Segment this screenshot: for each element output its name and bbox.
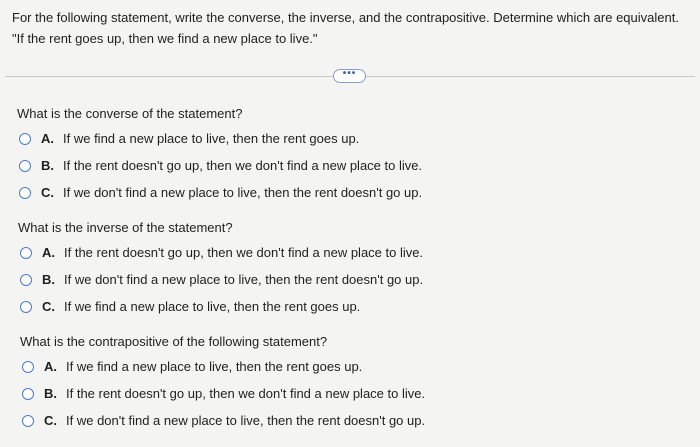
question-converse: What is the converse of the statement?: [17, 106, 243, 121]
option-letter: B.: [42, 272, 55, 287]
inverse-option-b[interactable]: [20, 272, 423, 287]
question-contrapositive: What is the contrapositive of the following statement?: [20, 334, 328, 349]
option-text: If we don't find a new place to live, then the rent doesn't go up.: [63, 185, 423, 200]
option-text: If the rent doesn't go up, then we don't find a new place to live.: [63, 158, 423, 173]
radio-button[interactable]: [20, 247, 32, 259]
radio-button[interactable]: [22, 415, 34, 427]
option-text: If we don't find a new place to live, then the rent doesn't go up.: [64, 272, 424, 287]
converse-option-c[interactable]: [19, 185, 422, 200]
option-text: If we find a new place to live, then the rent goes up.: [66, 359, 363, 374]
ellipsis-icon: •••: [342, 68, 357, 79]
radio-button[interactable]: [20, 301, 32, 313]
option-letter: B.: [41, 158, 54, 173]
radio-button[interactable]: [20, 274, 32, 286]
given-statement: "If the rent goes up, then we find a new place to live.": [12, 31, 318, 46]
option-letter: C.: [42, 299, 55, 314]
option-text: If we find a new place to live, then the rent goes up.: [64, 299, 361, 314]
converse-option-a[interactable]: [19, 131, 359, 146]
contrapositive-option-a[interactable]: [22, 359, 362, 374]
option-letter: C.: [44, 413, 57, 428]
radio-button[interactable]: [19, 187, 31, 199]
instructions-text: For the following statement, write the converse, the inverse, and the contrapositive. Determine which are equivalent.: [12, 10, 679, 25]
converse-option-b[interactable]: [19, 158, 422, 173]
inverse-option-c[interactable]: [20, 299, 360, 314]
radio-button[interactable]: [22, 388, 34, 400]
option-letter: A.: [41, 131, 54, 146]
option-letter: A.: [42, 245, 55, 260]
problem-statement: [12, 7, 692, 49]
option-text: If we don't find a new place to live, then the rent doesn't go up.: [66, 413, 426, 428]
option-text: If the rent doesn't go up, then we don't find a new place to live.: [66, 386, 426, 401]
radio-button[interactable]: [22, 361, 34, 373]
question-inverse: What is the inverse of the statement?: [18, 220, 233, 235]
inverse-option-a[interactable]: [20, 245, 423, 260]
option-letter: B.: [44, 386, 57, 401]
radio-button[interactable]: [19, 160, 31, 172]
show-more-button[interactable]: [333, 69, 366, 83]
contrapositive-option-c[interactable]: [22, 413, 425, 428]
option-text: If the rent doesn't go up, then we don't find a new place to live.: [64, 245, 424, 260]
option-text: If we find a new place to live, then the rent goes up.: [63, 131, 360, 146]
contrapositive-option-b[interactable]: [22, 386, 425, 401]
option-letter: C.: [41, 185, 54, 200]
option-letter: A.: [44, 359, 57, 374]
radio-button[interactable]: [19, 133, 31, 145]
